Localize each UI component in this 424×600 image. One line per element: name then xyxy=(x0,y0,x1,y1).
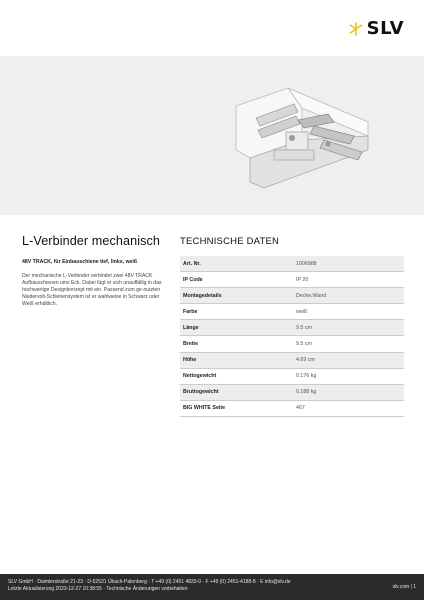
spec-value: 0.176 kg xyxy=(293,368,404,384)
product-info xyxy=(22,234,170,307)
spec-label: Art. Nr. xyxy=(180,256,293,272)
table-row xyxy=(180,352,404,368)
table-row xyxy=(180,288,404,304)
spec-value: 4.69 cm xyxy=(293,352,404,368)
footer-updated: Letzte Aktualisierung 2023-12-27 10:38:55 · Technische Änderungen vorbehalten xyxy=(8,585,188,592)
spec-label: IP Code xyxy=(180,272,293,288)
table-row xyxy=(180,368,404,384)
product-image xyxy=(228,78,378,193)
table-row xyxy=(180,320,404,336)
product-image-band xyxy=(0,56,424,215)
spec-label: Breite xyxy=(180,336,293,352)
spec-value: IP 20 xyxy=(293,272,404,288)
spec-value: 0.188 kg xyxy=(293,384,404,400)
spec-value: 9.5 cm xyxy=(293,336,404,352)
spec-label: Länge xyxy=(180,320,293,336)
brand-name: SLV xyxy=(366,18,404,39)
footer-address: SLV GmbH · Daimlerstraße 21-23 · D-52531 Übach-Palenberg · T +49 (0) 2451 4833-0 · F +49 (0) 2451-4188-8 · E info@slv.de xyxy=(8,579,291,585)
table-row xyxy=(180,400,404,416)
product-description: Der mechanische L-Verbinder verbindet zwei 48V TRACK Aufbauschienen ums Eck. Dabei fügt er sich unauffällig in das hochwertige Designkonzept mit ein. Passend zum ge-nutzten Niedervolt-Schienensystem ist er wahlweise in Schwarz oder Weiß erhältlich. xyxy=(22,273,162,307)
page-footer xyxy=(0,574,424,600)
spec-label: Höhe xyxy=(180,352,293,368)
spec-label: Bruttogewicht xyxy=(180,384,293,400)
spec-value: weiß xyxy=(293,304,404,320)
spec-value: 9.5 cm xyxy=(293,320,404,336)
spec-value: Decke,Wand xyxy=(293,288,404,304)
specs-heading: TECHNISCHE DATEN xyxy=(180,236,280,247)
starburst-icon xyxy=(348,21,364,37)
table-row xyxy=(180,272,404,288)
spec-value: 1006988 xyxy=(293,256,404,272)
table-row xyxy=(180,336,404,352)
spec-label: Montagedetails xyxy=(180,288,293,304)
technical-data xyxy=(180,236,404,417)
table-row xyxy=(180,304,404,320)
slv-logo xyxy=(348,18,404,39)
spec-table xyxy=(180,256,404,417)
table-row xyxy=(180,256,404,272)
table-row xyxy=(180,384,404,400)
spec-value: 467 xyxy=(293,400,404,416)
spec-label: Nettogewicht xyxy=(180,368,293,384)
spec-label: BIG WHITE Seite xyxy=(180,400,293,416)
product-title: L-Verbinder mechanisch xyxy=(22,234,161,248)
footer-page-number: slv.com | 1 xyxy=(392,584,416,590)
spec-label: Farbe xyxy=(180,304,293,320)
product-subtitle: 48V TRACK, für Einbauschiene tief, links, weiß xyxy=(22,259,138,265)
